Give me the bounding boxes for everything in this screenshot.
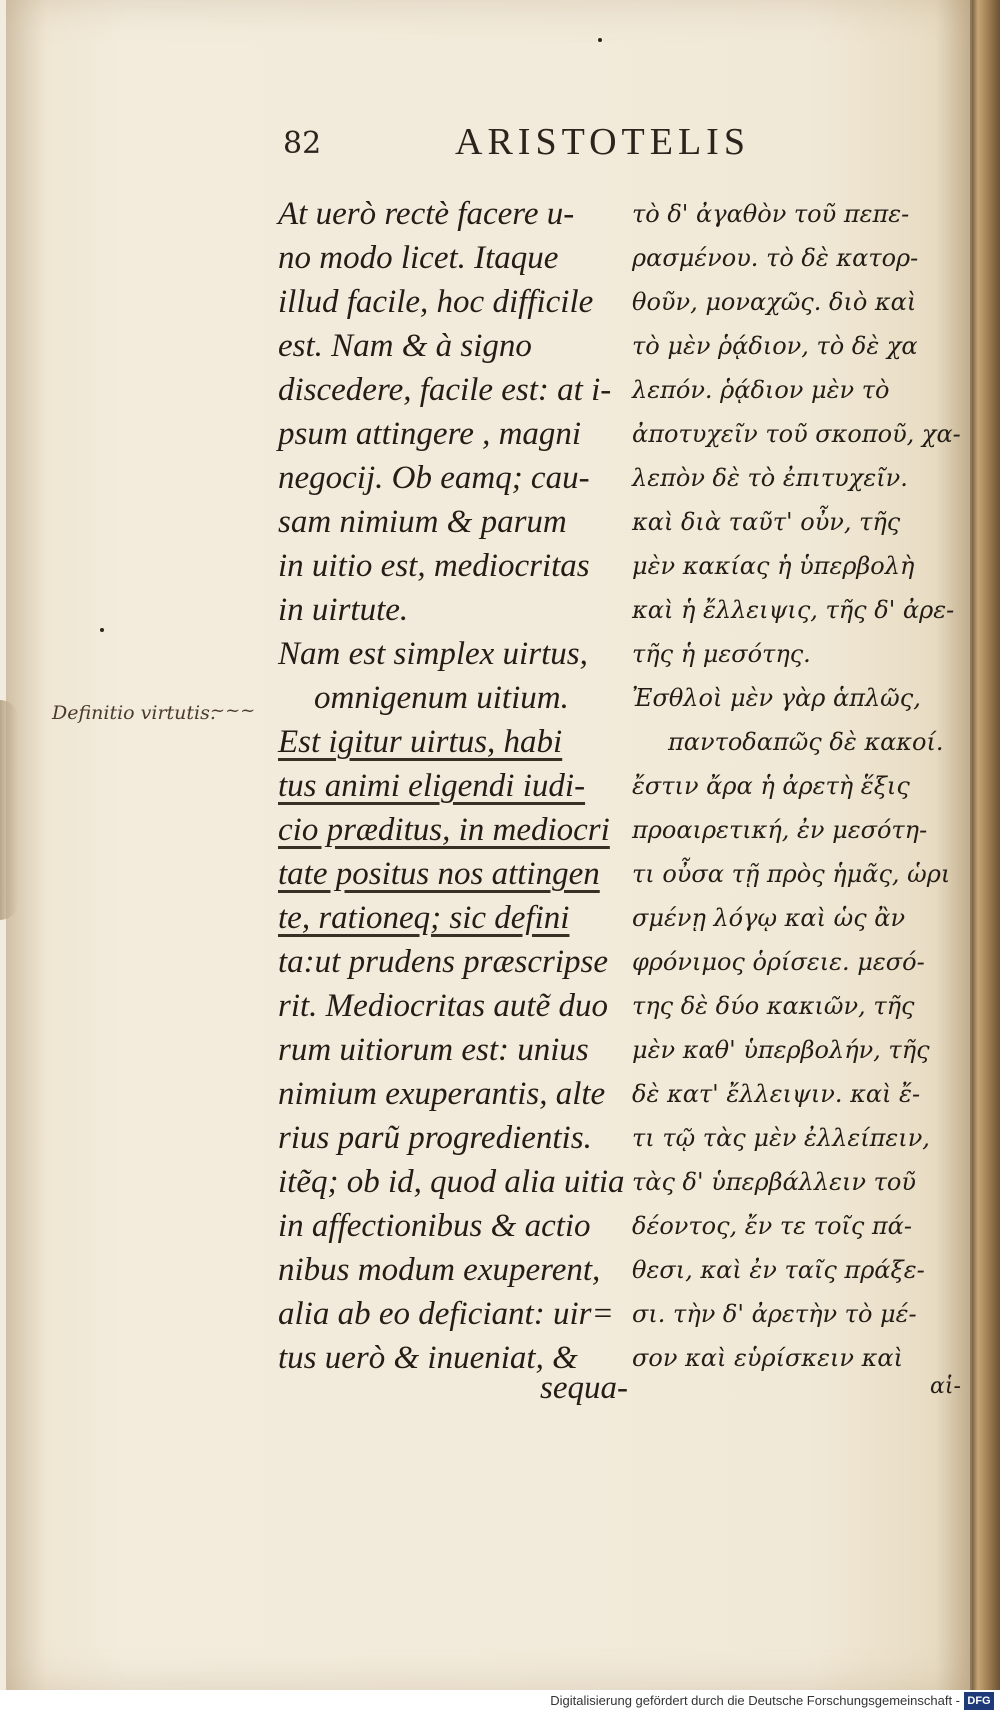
latin-line: rit. Mediocritas autẽ duo <box>278 988 608 1024</box>
latin-line: omnigenum uitium. <box>314 680 569 716</box>
greek-line: τὸ δ' ἀγαθὸν τοῦ πεπε- <box>632 200 910 228</box>
greek-line: τὰς δ' ὑπερβάλλειν τοῦ <box>632 1168 916 1196</box>
greek-line: λεπόν. ῥᾴδιον μὲν τὸ <box>632 376 890 404</box>
greek-line: σμένῃ λόγῳ καὶ ὡς ἂν <box>632 904 906 932</box>
greek-line: θοῦν, μοναχῶς. διὸ καὶ <box>632 288 917 316</box>
latin-line: illud facile, hoc difficile <box>278 284 594 320</box>
latin-line: in affectionibus & actio <box>278 1208 591 1244</box>
greek-line: θεσι, καὶ ἐν ταῖς πράξε- <box>632 1256 925 1284</box>
latin-line: no modo licet. Itaque <box>278 240 559 276</box>
latin-line-underlined: tus animi eligendi iudi- <box>278 768 586 804</box>
greek-line: φρόνιμος ὁρίσειε. μεσό- <box>632 948 925 976</box>
latin-line: in uitio est, mediocritas <box>278 548 590 584</box>
greek-line: ἔστιν ἄρα ἡ ἀρετὴ ἕξις <box>632 772 910 800</box>
greek-line: προαιρετική, ἐν μεσότη- <box>632 816 928 844</box>
greek-line: καὶ διὰ ταῦτ' οὖν, τῆς <box>632 508 901 536</box>
latin-line: Nam est simplex uirtus, <box>278 636 588 672</box>
latin-column <box>278 192 628 1380</box>
latin-line: ta:ut prudens præscripse <box>278 944 608 980</box>
greek-line: μὲν κακίας ἡ ὑπερβολὴ <box>632 552 915 580</box>
ink-speck <box>100 628 104 632</box>
dfg-logo-icon: DFG <box>964 1692 994 1710</box>
page-edge <box>972 0 1000 1690</box>
latin-line: tus uerò & inueniat, & <box>278 1340 578 1376</box>
latin-line: At uerò rectè facere u- <box>278 196 575 232</box>
greek-line: δὲ κατ' ἔλλειψιν. καὶ ἔ- <box>632 1080 921 1108</box>
latin-line: rum uitiorum est: unius <box>278 1032 589 1068</box>
page-number: 82 <box>283 126 322 161</box>
ink-speck <box>598 38 602 42</box>
latin-line: psum attingere , magni <box>278 416 582 452</box>
greek-line: δέοντος, ἔν τε τοῖς πά- <box>632 1212 912 1240</box>
marginal-mark: ~~~ <box>210 700 256 721</box>
footer-credit: Digitalisierung gefördert durch die Deutsche Forschungsgemeinschaft - <box>550 1693 960 1708</box>
greek-line: λεπὸν δὲ τὸ ἐπιτυχεῖν. <box>632 464 908 492</box>
latin-line: rius parũ progredientis. <box>278 1120 592 1156</box>
latin-catchword: sequa- <box>540 1370 628 1406</box>
page-header <box>0 120 1000 180</box>
greek-line: σον καὶ εὑρίσκειν καὶ <box>632 1344 904 1372</box>
binding-shadow <box>0 700 18 920</box>
greek-line: ρασμένου. τὸ δὲ κατορ- <box>632 244 919 272</box>
running-head: ARISTOTELIS <box>455 121 750 163</box>
latin-line: alia ab eo deficiant: uir= <box>278 1296 614 1332</box>
greek-line: καὶ ἡ ἔλλειψις, τῆς δ' ἀρε- <box>632 596 955 624</box>
greek-line: τι τῷ τὰς μὲν ἐλλείπειν, <box>632 1124 930 1152</box>
latin-line-underlined: Est igitur uirtus, habi <box>278 724 563 760</box>
marginal-note: Definitio virtutis. <box>52 702 216 724</box>
greek-line: τῆς ἡ μεσότης. <box>632 640 811 668</box>
greek-catchword: αἱ- <box>930 1374 961 1399</box>
latin-line-underlined: te, rationeq; sic defini <box>278 900 570 936</box>
latin-line-underlined: cio præditus, in mediocri <box>278 812 610 848</box>
greek-line: Ἐσθλοὶ μὲν γὰρ ἁπλῶς, <box>632 684 921 712</box>
greek-line: τι οὖσα τῇ πρὸς ἡμᾶς, ὡρι <box>632 860 951 888</box>
greek-line: της δὲ δύο κακιῶν, τῆς <box>632 992 915 1020</box>
greek-column <box>632 192 962 1380</box>
latin-line: sam nimium & parum <box>278 504 567 540</box>
greek-line: παντοδαπῶς δὲ κακοί. <box>668 728 944 756</box>
greek-line: μὲν καθ' ὑπερβολήν, τῆς <box>632 1036 930 1064</box>
latin-line: est. Nam & à signo <box>278 328 532 364</box>
greek-line: τὸ μὲν ῥᾴδιον, τὸ δὲ χα <box>632 332 918 360</box>
latin-line: in uirtute. <box>278 592 409 628</box>
latin-line: itẽq; ob id, quod alia uitia <box>278 1164 625 1200</box>
latin-line: nimium exuperantis, alte <box>278 1076 606 1112</box>
greek-line: ἀποτυχεῖν τοῦ σκοποῦ, χα- <box>632 420 961 448</box>
latin-line-underlined: tate positus nos attingen <box>278 856 600 892</box>
latin-line: discedere, facile est: at i- <box>278 372 612 408</box>
latin-line: nibus modum exuperent, <box>278 1252 601 1288</box>
greek-line: σι. τὴν δ' ἀρετὴν τὸ μέ- <box>632 1300 917 1328</box>
digitization-footer <box>0 1690 1000 1714</box>
latin-line: negocij. Ob eamq; cau- <box>278 460 590 496</box>
